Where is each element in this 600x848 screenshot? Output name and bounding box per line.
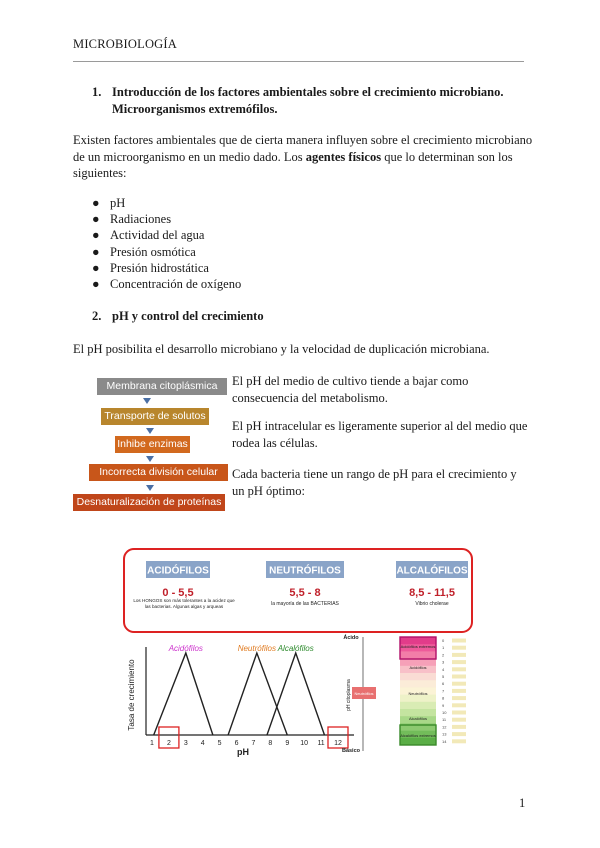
group-note-acid-wrapper (130, 598, 238, 628)
ph-value-cell (452, 682, 466, 686)
ph-value-label: 11 (442, 717, 447, 723)
flow-step-denaturation: Desnaturalización de proteínas (73, 494, 225, 511)
scale-side-label: pH citoplasma (346, 679, 352, 711)
ph-gradient-cell (400, 673, 436, 681)
section-1-title-line2: Microorganismos extremófilos. (112, 101, 278, 116)
cytoplasm-ph-scale (342, 634, 466, 754)
neutral-marker-label: Neutrófilos (354, 691, 374, 696)
section-2-heading (92, 309, 264, 324)
section-1-number: 1. (92, 85, 102, 99)
x-tick-label: 8 (268, 740, 273, 747)
flow-arrow-icon (146, 485, 154, 491)
list-item: ● Concentración de oxígeno (92, 277, 242, 292)
list-item: ● Presión hidrostática (92, 260, 209, 275)
physical-agents-list (92, 195, 241, 292)
x-tick-label: 5 (217, 740, 222, 747)
y-axis-label: Tasa de crecimiento (127, 659, 136, 731)
intro-text-1: Existen factores ambientales que de cierta manera influyen sobre el crecimiento microbiano de un microorganismo en un medio dado. Los (73, 133, 533, 164)
ph-gradient-cell (400, 651, 436, 659)
flow-step-division: Incorrecta división celular (89, 464, 228, 481)
x-tick-label: 2 (166, 740, 171, 747)
ph-value-label: 3 (442, 659, 445, 665)
ph-value-label: 9 (442, 702, 445, 708)
flow-step-membrane: Membrana citoplásmica (97, 378, 227, 395)
flow-arrow-icon (146, 428, 154, 434)
ph-value-cell (452, 660, 466, 664)
ph-value-label: 2 (442, 652, 445, 658)
series-label-neutrófilos: Neutrófilos (237, 644, 276, 653)
ph-value-cell (452, 739, 466, 743)
ph-value-cell (452, 725, 466, 729)
ph-value-label: 4 (442, 666, 445, 672)
right-para-2: El pH intracelular es ligeramente superior al del medio que rodea las células. (232, 419, 528, 450)
ph-value-cell (452, 646, 466, 650)
scale-top-label: Ácido (343, 635, 359, 641)
ph-value-label: 13 (442, 731, 447, 737)
list-item: ● Actividad del agua (92, 228, 205, 243)
section-2-title: pH y control del crecimiento (112, 309, 264, 323)
section-1-intro (73, 132, 533, 182)
growth-rate-chart (127, 644, 354, 757)
x-tick-label: 9 (285, 740, 290, 747)
series-line-neutrófilos (228, 653, 287, 735)
x-tick-label: 11 (317, 740, 325, 747)
ph-value-cell (452, 639, 466, 643)
group-name-alkaline: ALCALÓFILOS (396, 565, 468, 577)
ph-value-label: 7 (442, 688, 445, 694)
scale-row-acid-extreme: Acidófilos extremos (400, 644, 436, 649)
section-2-intro: El pH posibilita el desarrollo microbiano y la velocidad de duplicación microbiana. (73, 342, 490, 356)
list-item: ● Presión osmótica (92, 244, 196, 259)
ph-value-cell (452, 667, 466, 671)
ph-value-cell (452, 689, 466, 693)
ph-value-cell (452, 696, 466, 700)
section-2-number: 2. (92, 309, 102, 323)
ph-value-cell (452, 703, 466, 707)
ph-gradient-cell (400, 702, 436, 710)
group-note-alkaline: Vibrio cholerae (415, 601, 449, 607)
ph-gradient-cell (400, 680, 436, 688)
group-range-neutral: 5,5 - 8 (289, 587, 321, 599)
series-line-alcalófilos (267, 653, 324, 735)
ph-value-column (442, 638, 466, 744)
scale-row-alkaline-extreme: Alcalófilos extremos (400, 733, 436, 738)
ph-gradient-cell (400, 738, 436, 746)
x-tick-label: 1 (150, 740, 154, 747)
flow-step-enzymes: Inhibe enzimas (115, 436, 190, 453)
ph-value-label: 6 (442, 681, 445, 687)
series-label-acidófilos: Acidófilos (168, 644, 203, 653)
list-item: ● Radiaciones (92, 212, 172, 227)
x-tick-label: 6 (234, 740, 239, 747)
ph-value-cell (452, 653, 466, 657)
group-range-acid: 0 - 5,5 (162, 587, 194, 599)
group-name-neutral: NEUTRÓFILOS (269, 565, 341, 577)
ph-value-cell (452, 718, 466, 722)
ph-value-label: 8 (442, 695, 445, 701)
scale-row-alkaline: Alcalófilos (408, 716, 428, 721)
scale-bottom-label: Básico (341, 748, 361, 754)
flow-step-transport: Transporte de solutos (101, 408, 209, 425)
header-divider (73, 61, 524, 62)
ph-value-label: 10 (442, 710, 447, 715)
ph-value-label: 1 (442, 645, 445, 651)
group-note-neutral: la mayoría de las BACTERIAS (271, 601, 339, 607)
x-tick-label: 12 (334, 740, 342, 747)
x-tick-label: 4 (200, 740, 205, 747)
right-para-1: El pH del medio de cultivo tiende a bajar como consecuencia del metabolismo. (232, 374, 469, 405)
series-line-acidófilos (154, 653, 213, 735)
section-1-title-line1: Introducción de los factores ambientales sobre el crecimiento microbiano. (112, 85, 504, 99)
ph-value-cell (452, 675, 466, 679)
group-range-alkaline: 8,5 - 11,5 (409, 587, 455, 599)
scale-row-neutral: Neutrófilos (408, 691, 428, 696)
ph-value-cell (452, 711, 466, 715)
series-label-alcalófilos: Alcalófilos (277, 644, 314, 653)
list-item: ● pH (92, 196, 126, 210)
group-name-acid: ACIDÓFILOS (147, 565, 209, 577)
intro-text-2: que lo determinan son los siguientes: (73, 149, 513, 180)
page-header: MICROBIOLOGÍA (73, 37, 177, 51)
page-number: 1 (519, 796, 526, 810)
ph-value-cell (452, 732, 466, 736)
ph-value-label: 12 (442, 724, 447, 730)
ph-value-label: 14 (442, 738, 447, 744)
flow-arrow-icon (146, 456, 154, 462)
ph-classification-figure (118, 545, 480, 757)
section-1-heading (92, 84, 504, 117)
scale-row-acid: Acidófilos (409, 665, 427, 670)
x-tick-label: 10 (300, 740, 309, 747)
x-axis-label: pH (237, 747, 249, 757)
x-tick-label: 7 (251, 740, 256, 747)
ph-value-label: 0 (442, 638, 445, 643)
intro-bold: agentes físicos (305, 149, 382, 164)
flow-arrow-icon (143, 398, 151, 404)
x-tick-label: 3 (183, 740, 188, 747)
right-para-3: Cada bacteria tiene un rango de pH para el crecimiento y un pH óptimo: (232, 467, 517, 498)
group-note-acid: Los HONGOS son más tolerantes a la acidez que las bacterias. Algunas algas y arqueas (133, 598, 235, 609)
chart-series-group (154, 644, 325, 735)
ph-value-label: 5 (442, 674, 445, 679)
